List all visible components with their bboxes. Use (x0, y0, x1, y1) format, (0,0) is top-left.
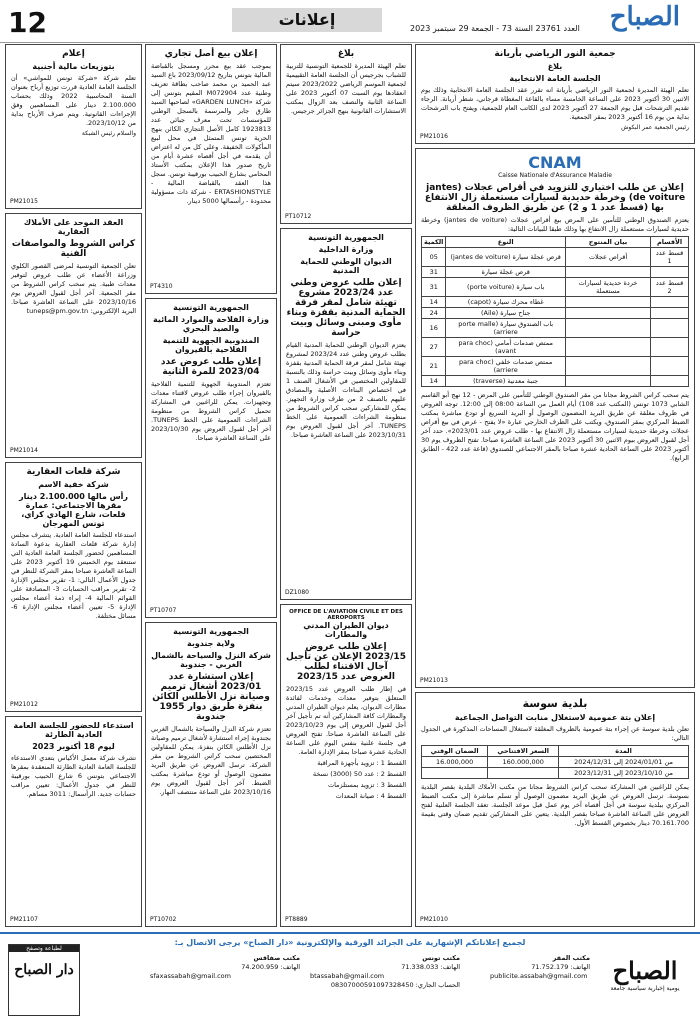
col-header: المدة (559, 746, 689, 757)
ad-body: يمكن للراغبين في المشاركة سحب كراس الشروط مجانا من مكتب الأملاك البلدية بقصر البلدية بسوسة. ترسل العروض عن طريق البريد مضمون الوصول أو تسلم مباشرة إلى مكتب الضبط المركزي ببلدية سوسة في أجل أقصاه آخر يوم عمل قبل موعد الجلسة. تعقد الجلسة العلنية لفتح العروض على الساعة العاشرة صباحا بقصر البلدية. يتعين على المشاركين تقديم ضمان وقتي بقيمة 70.161.700 دينار بخصوص القسط الأول. (421, 783, 689, 827)
table-cell: ممتص صدمات خلفي (para choc arriere) (446, 357, 566, 376)
bid-table (421, 745, 689, 779)
column-3 (145, 44, 277, 927)
ad-body: بموجب عقد بيع محرر ومسجل بالقباضة المالية بتونس بتاريخ 2023/09/12 باع السيد عبد الحميد بن محمد صاحب بطاقة تعريف وطنية عدد M072904 المقيم بتونس إلى شركة «GARDEN LUNCH» لصاحبها السيد طارق جابر والمرسمة بالسجل الوطني للمؤسسات تحت معرف جبائي عدد 1923813 كامل الأصل التجاري الكائن بنهج الحرية تونس المتمثل في محل لبيع المأكولات الخفيفة. وعلى كل من له اعتراض أن يقدمه في أجل أقصاه عشرة أيام من تاريخ صدور هذا الإعلان بمكتب الأستاذ المحامي بشارع الحبيب بورقيبة تونس. سجل هذا العقد بالقباضة المالية - ERTASHIONSTYLE - شركة ذات مسؤولية محدودة - رأسمالها 5000 دينار. (151, 62, 272, 205)
ad-headline: إعلان طلب عروض 2023/15 الإعلان عن تأجيل آجال الاقتناء لطلب العروض عدد 2023/15 (286, 642, 406, 682)
ad-code: PM21013 (420, 677, 448, 684)
page-header (0, 0, 700, 43)
ad-code: PT10702 (150, 916, 177, 923)
table-header (422, 746, 689, 757)
table-cell: 21 (422, 357, 446, 376)
table-cell (651, 267, 689, 278)
office-email[interactable]: btassabah@gmail.com (310, 972, 385, 980)
ad-title: إعلان عن طلب اختياري للتزويد في أقراص عجلات (jantes de voiture) وخرطة حديدية لسيارات مستعملة زال الانتفاع بها (قسط عدد 1 و 2) عن طريق الظروف المغلقة (424, 183, 686, 213)
ad-code: PT8889 (285, 916, 308, 923)
lot-item: القسط 3 : تزويد بمستلزمات (327, 781, 406, 789)
table-cell: جناح سيارة (Aile) (446, 308, 566, 319)
ad-body: تشرف شركة معمل الأكياس بتعدي الاستدعاء للجلسة العامة العادية الطارئة المنعقدة بمقرها الاجتماعي بتونس 6 شارع الحبيب بورقيبة للنظر في جدول الأعمال: تعيين مراقب حسابات جديد. الرأسمال: 3011 مساهم. (11, 754, 136, 798)
ad-code: PM21016 (420, 133, 448, 140)
table-cell: غطاء محرك سيارة (capot) (446, 297, 566, 308)
office-email[interactable]: sfaxassabah@gmail.com (150, 972, 231, 980)
table-cell: 14 (422, 297, 446, 308)
office-hq (490, 954, 590, 1029)
table-cell (565, 357, 650, 376)
table-row (422, 768, 689, 779)
section-title: إعلانات (232, 8, 382, 32)
table-cell (651, 357, 689, 376)
ad-intro: تعلن بلدية سوسة عن إجراء بتة عمومية بالظروف المغلقة لاستغلال المساحات المذكورة في الجدول التالي: (421, 725, 689, 742)
table-cell: من 2023/10/10 إلى 2023/12/31 (559, 768, 689, 779)
col-header: النوع (446, 237, 566, 248)
ad-cnam (415, 148, 695, 688)
office-tunis (310, 954, 460, 1029)
lot-item: القسط 2 : عدد 50 (3000) نسخة (312, 770, 406, 778)
ad-code: PM21014 (10, 447, 38, 454)
ad-fonds-commerce (145, 44, 277, 294)
col-header: الضمان الوقتي (422, 746, 488, 757)
ad-title: إعلان بيع أصل تجاري (164, 49, 258, 59)
table-row (422, 376, 689, 387)
ad-oaca (280, 604, 412, 927)
ad-body: تعلن الجمعية التونسية لمرضى القصور الكلوي وزراعة الأعضاء عن طلب عروض لتوفير معدات طبية. يتم سحب كراس الشروط من مقر الجمعية. آخر أجل لقبول العروض يوم 2023/10/16 على الساعة العاشرة صباحا. البريد الإلكتروني: tuneps@pm.gov.tn (11, 262, 136, 315)
subscribe-tag: لطباعة وتصفح (9, 945, 79, 952)
table-row (422, 357, 689, 376)
table-cell: باب الصندوق سيارة (porte malle arriere) (446, 319, 566, 338)
table-cell: 27 (422, 338, 446, 357)
column-5 (5, 44, 142, 927)
ad-protection-civile (280, 228, 412, 600)
table-cell: ممتص صدمات أمامي (para choc avant) (446, 338, 566, 357)
table-cell: باب سيارة (porte voiture) (446, 278, 566, 297)
ad-subtitle-2: شركة النزل والسياحة بالشمال الغربي - جندوبة (151, 651, 271, 669)
table-row (422, 297, 689, 308)
ad-headline: رأس مالها 2.100.000 دينار مقرها الاجتماعي: عمارة قلعات، شارع الهادي كراي، تونس المهرجان (18, 492, 129, 528)
ad-general-meeting (5, 716, 142, 927)
ad-title: العقد الموحد على الأملاك العقارية (23, 218, 124, 236)
ad-signature: والسلام رئيس الشبكة (81, 130, 136, 137)
ad-kidney-assoc (5, 213, 142, 458)
lot-item: القسط 4 : صيانة المعدات (335, 792, 406, 800)
ad-nour-sport (415, 44, 695, 144)
ad-headline: إعلان طلب عروض وطني عدد 2023/24 مشروع تهيئة شامل لمقر فرقة الحماية المدنية بقفزة وبناء مأوى ومبنى وسائل وبيت حراسة (286, 278, 406, 338)
footer-logo-box (600, 956, 690, 992)
cnam-logo: CNAM Caisse Nationale d'Assurance Maladie (498, 153, 612, 179)
ad-title: بلاغ (337, 49, 355, 59)
ad-body: تعلم الهيئة المديرة لجمعية النور الرياضي بأريانة انه تقرر عقد الجلسة العامة الانتخابية وذلك يوم الاثنين 30 أكتوبر 2023 على الساعة الخامسة مساء بالقاعة المغطاة قرجاني، شطر أريانة. الرجاء تقديم الترشحات قبل يوم الجمعة 27 أكتوبر 2023 لدى الكاتب العام للجمعية، ويفتح باب الترشحات بداية من يوم 16 أكتوبر 2023 بمقر الجمعية. (421, 86, 689, 121)
ad-title: الجمهورية التونسية (173, 627, 249, 636)
ad-title: الجمهورية التونسية (308, 233, 384, 242)
column-1 (415, 44, 695, 927)
col-header: السعر الافتتاحي (488, 746, 559, 757)
table-cell: قسط عدد 2 (651, 278, 689, 297)
office-tel: الهاتف: 71.752.179 (531, 963, 590, 971)
table-header (422, 237, 689, 248)
table-cell: جنبة معدنية (traverse) (446, 376, 566, 387)
products-table (421, 236, 689, 387)
table-cell (565, 308, 650, 319)
ad-body: تعلم الهيئة المديرة للجمعية التونسية للتربية للشباب بجرجيس أن الجلسة العامة التقييمية لجمعية الموسم الرياضي 2023/2022 سيتم انعقادها يوم السبت 07 أكتوبر 2023 على الساعة الثانية والنصف بعد الزوال بمكتب الاستشارات القانونية بنهج الجزائر جرجيس. (286, 62, 406, 115)
table-cell (651, 319, 689, 338)
table-cell (565, 376, 650, 387)
office-title: مكتب المقر (552, 954, 590, 962)
office-email[interactable]: publicite.assabah@gmail.com (490, 972, 588, 980)
table-cell: قرص عجلة سيارة (446, 267, 566, 278)
ad-dividends (5, 44, 142, 209)
table-cell (565, 297, 650, 308)
issue-line: العدد 23761 السنة 73 - الجمعة 29 سبتمبر 2023 (410, 24, 580, 33)
col-header: الكمية (422, 237, 446, 248)
subscribe-logo: دار الصباح (14, 962, 74, 978)
table-cell: أقراص عجلات (565, 248, 650, 267)
ad-code: PM21012 (10, 701, 38, 708)
ad-jarjis-assoc (280, 44, 412, 224)
table-body (422, 757, 689, 779)
ad-subtitle: ولاية جندوبة (186, 639, 236, 648)
table-cell: 16 (422, 319, 446, 338)
bank-account: الحساب الجاري: 08307000591097328450 (330, 981, 460, 989)
ad-headline: إعلان طلب عروض عدد 2023/04 للمرة الثانية (160, 357, 262, 377)
ad-subtitle: ديوان الطيران المدني والمطارات (303, 621, 389, 639)
table-cell (651, 338, 689, 357)
table-cell (422, 768, 488, 779)
ad-body: يعتزم الديوان الوطني للحماية المدنية القيام بطلب عروض وطني عدد 2023/24 لمشروع تهيئة شامل لمقر فرقة الحماية المدنية بقفزة وبناء مأوى وسائل وبيت حراسة وذلك بالنسبة للمقاولين المختصين في الأشغال الصنف 1 في اختصاص البناءات الأصلية والمصادق عليهم بالصنف 2 من طرف وزارة التجهيز. يمكن للمشاركين سحب كراس الشروط من منظومة الشراءات العمومية على الخط TUNEPS. آخر أجل لقبول العروض يوم 2023/10/31 على الساعة العاشرة صباحا. (286, 341, 407, 439)
ad-subtitle: بلاغ (547, 62, 563, 71)
table-cell: خردة حديدية لسيارات مستعملة (565, 278, 650, 297)
ad-baladia-sousse (415, 692, 695, 927)
newspaper-logo: الصباح (609, 2, 680, 32)
table-cell: 160.000,000 (488, 757, 559, 768)
ad-subtitle-2: المندوبية الجهوية للتنمية الفلاحية بالقيروان (162, 336, 260, 354)
ad-qalaat-immob (5, 462, 142, 712)
ad-body: تعلم شركة «شركة تونس للمواشي» أن الجلسة العامة العادية قررت توزيع أرباح بعنوان السنة المحاسبية 2022 وذلك بحساب 2.100.000 دينار على المساهمين وفق الإجراءات القانونية. ويتم صرف الأرباح بداية من 2023/10/12. (11, 74, 136, 127)
ad-headline: كراس الشروط والمواصفات الفنية (11, 239, 136, 259)
ad-code: DZ1080 (285, 589, 309, 596)
table-body (422, 248, 689, 387)
ad-subtitle: وزارة الفلاحة والموارد المائية والصيد البحري (153, 315, 269, 333)
table-cell: 24 (422, 308, 446, 319)
ad-title: بلدية سوسة (522, 697, 588, 710)
oaca-logo: OFFICE DE L'AVIATION CIVILE ET DES AEROPORTS (289, 609, 403, 621)
table-cell: 05 (422, 248, 446, 267)
ad-subtitle: شركة خفية الاسم (38, 480, 109, 489)
lot-item: القسط 1 : تزويد بأجهزة المراقبة (317, 759, 406, 767)
table-row (422, 248, 689, 267)
ad-title: الجمهورية التونسية (173, 303, 249, 312)
ad-code: PM21107 (10, 916, 38, 923)
table-cell: 31 (422, 278, 446, 297)
ad-code: PT4310 (150, 283, 173, 290)
office-tel: الهاتف: 74.200.959 (241, 963, 300, 971)
ad-subtitle: إعلان بتة عمومية لاستغلال منابت التواصل الجماعية (454, 713, 656, 722)
office-title: مكتب تونس (422, 954, 460, 962)
table-row (422, 757, 689, 768)
ad-hotel-jendouba (145, 622, 277, 927)
ad-body: تعتزم شركة النزل والسياحة بالشمال الغربي بجندوبة إجراء استشارة لأشغال ترميم وصيانة نزل الأطلس الكائن بنفزة. يمكن للمقاولين المختصين سحب كراس الشروط من مقر الشركة. ترسل العروض عن طريق البريد مضمون الوصول أو تودع مباشرة بمكتب الضبط. آخر أجل لقبول العروض يوم 2023/10/16 على الساعة منتصف النهار. (150, 725, 271, 796)
ad-subtitle: وزارة الداخلية (318, 245, 374, 254)
subscribe-box (8, 944, 80, 1016)
ad-signature: رئيس الجمعية عمر البكوش (621, 124, 689, 131)
ad-title: جمعية النور الرياضي بأريانة (494, 49, 616, 59)
office-tel: الهاتف: 71.338.033 (401, 963, 460, 971)
footer-logo: الصباح (612, 956, 678, 985)
ad-title: شركة قلعات العقارية (26, 467, 121, 477)
table-cell: 31 (422, 267, 446, 278)
page-number: 12 (8, 6, 47, 39)
page-footer (0, 932, 700, 1024)
col-header: الأقسام (651, 237, 689, 248)
column-2 (280, 44, 412, 927)
table-cell: من 2024/01/01 إلى 2024/12/31 (559, 757, 689, 768)
ad-code: PT10712 (285, 213, 312, 220)
table-cell: قسط عدد 1 (651, 248, 689, 267)
table-cell (565, 319, 650, 338)
ad-agriculture-kairouan (145, 298, 277, 618)
ad-intro: يعتزم الصندوق الوطني للتأمين على المرض بيع أقراص عجلات (jantes de voiture) وخرطة حديدية لسيارات مستعملة زال الانتفاع بها وذلك طبقا للبيانات التالية: (421, 216, 689, 233)
office-title: مكتب صفاقس (253, 954, 300, 962)
ad-title: إعلام (62, 49, 85, 59)
ad-code: PM21015 (10, 198, 38, 205)
ad-headline: إعلان استشارة عدد 2023/01 أشغال ترميم وصيانة نزل الأطلس الكائن بنفزة طريق دوار 1955 جندوبة (152, 672, 270, 722)
table-cell: 16.000,000 (422, 757, 488, 768)
table-row (422, 267, 689, 278)
ad-body: يتم سحب كراس الشروط مجانا من مقر الصندوق الوطني للتأمين على المرض - 12 نهج أبو القاسم الشابي 1073 تونس (المكتب عدد 108) أيام العمل من الساعة 08:00 إلى 12:00. توجه العروض في ظروف مغلقة عن طريق البريد المضمون الوصول أو البريد السريع أو تودع مباشرة بمكتب الضبط المركزي بمقر الصندوق، ويكتب على الظرف الخارجي عبارة «لا يفتح - عرض في بيع أقراص عجلات وخرطة حديدية لسيارات مستعملة زال الانتفاع بها - طلب عروض عدد 2023/01». حدد آخر أجل لقبول العروض بيوم الاثنين 30 أكتوبر 2023 على الساعة العاشرة صباحا. تفتح الظروف يوم 30 أكتوبر 2023 على الساعة الحادية عشرة صباحا بالمقر الاجتماعي للصندوق (قاعة عدد 422 - الطابق الرابع). (421, 391, 690, 462)
table-row (422, 319, 689, 338)
table-cell (651, 297, 689, 308)
office-sfax (150, 954, 300, 1029)
table-cell (651, 376, 689, 387)
ad-code: PM21010 (420, 916, 448, 923)
ad-code: PT10707 (150, 607, 177, 614)
ad-subtitle-2: الديوان الوطني للحماية المدنية (300, 257, 392, 275)
table-row (422, 308, 689, 319)
ad-title: استدعاء للحضور للجلسة العامة العادية الطارئة (13, 721, 134, 739)
table-cell: 14 (422, 376, 446, 387)
col-header: بيان المنتوج (565, 237, 650, 248)
table-row (422, 278, 689, 297)
ad-headline: ليوم 18 أكتوبر 2023 (32, 742, 115, 751)
table-cell (565, 338, 650, 357)
ad-subtitle: بتوزيعات مالية أجنبية (32, 62, 115, 71)
ad-body: في إطار طلب العروض عدد 2023/15 المتعلق بتوفير معدات وخدمات لفائدة مطارات الديوان، يعلم ديوان الطيران المدني والمطارات كافة المشاركين أنه تم تأجيل آخر أجل لقبول العروض إلى يوم 2023/10/23 على الساعة العاشرة صباحا. تفتح العروض في جلسة علنية بنفس اليوم على الساعة الحادية عشرة صباحا بمقر الإدارة العامة. (286, 685, 406, 756)
table-cell (651, 308, 689, 319)
ad-body: استدعاء للجلسة العامة العادية. يتشرف مجلس إدارة شركة قلعات العقارية بدعوة السادة المساهمين لحضور الجلسة العامة العادية التي ستنعقد يوم الخميس 19 أكتوبر 2023 على الساعة العاشرة صباحا بمقر الشركة للنظر في جدول الأعمال التالي: 1- تقرير مجلس الإدارة 2- تقرير مراقب الحسابات 3- المصادقة على القوائم المالية 4- إبراء ذمة أعضاء مجلس الإدارة 5- تعيين أعضاء مجلس الإدارة 6- مسائل مختلفة. (11, 531, 136, 620)
footer-contact-title: لجميع إعلاناتكم الإشهارية على الجرائد الورقية والإلكترونية «دار الصباح» يرجى الاتصال بـ: (174, 938, 526, 947)
table-cell (488, 768, 559, 779)
footer-tagline: يومية إخبارية سياسية جامعة (610, 985, 680, 992)
table-cell (565, 267, 650, 278)
ad-subtitle-2: الجلسة العامة الانتخابية (509, 74, 601, 83)
ad-body: تعتزم المندوبية الجهوية للتنمية الفلاحية بالقيروان إجراء طلب عروض لاقتناء معدات وتجهيزات. يمكن للراغبين في المشاركة تحميل كراس الشروط من منظومة الشراءات العمومية على الخط TUNEPS. آخر أجل لقبول العروض يوم 2023/10/30 على الساعة العاشرة صباحا. (151, 380, 271, 442)
table-row (422, 338, 689, 357)
table-cell: قرص عجلة سيارة (jantes de voiture) (446, 248, 566, 267)
